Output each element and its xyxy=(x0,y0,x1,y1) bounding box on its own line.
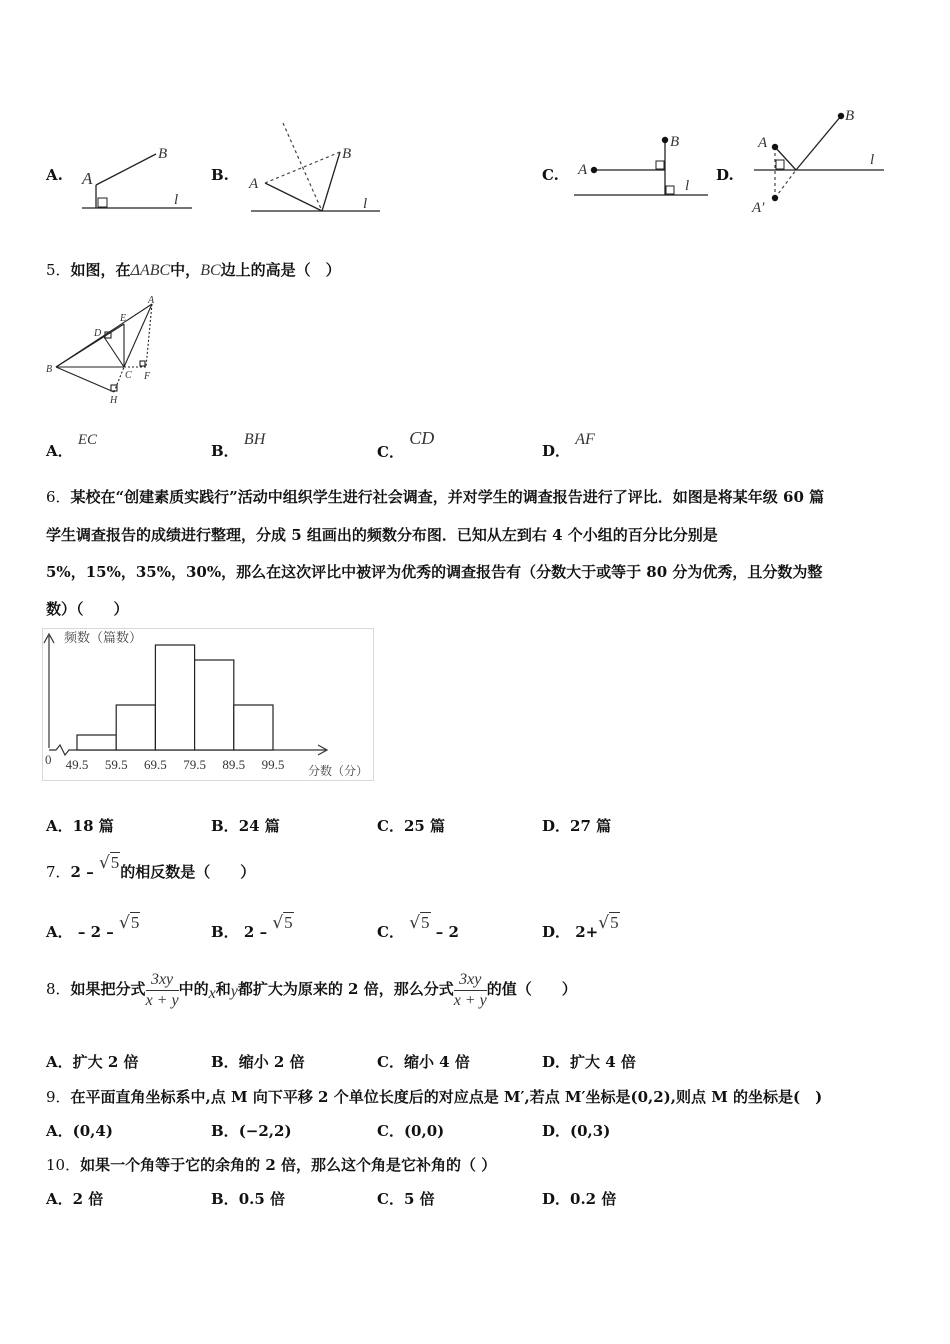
option-value: 0.2 倍 xyxy=(570,1190,617,1208)
q9-stem xyxy=(46,1087,822,1107)
option-value: 2 倍 xyxy=(72,1190,104,1208)
q8-option-c[interactable] xyxy=(377,1052,470,1072)
option-letter: B． xyxy=(211,1122,239,1140)
q5-option-b[interactable] xyxy=(211,431,266,462)
q9-text: 在平面直角坐标系中,点 M 向下平移 2 个单位长度后的对应点是 M′,若点 M′坐标是(0,2),则点 M 的坐标是( ) xyxy=(70,1088,823,1106)
option-letter: D． xyxy=(542,817,571,835)
option-letter: B． xyxy=(211,923,239,941)
q6-option-b[interactable] xyxy=(211,816,280,836)
q10-option-b[interactable] xyxy=(211,1189,285,1209)
question-number: 10． xyxy=(46,1156,81,1174)
q6-stem-line4: 数）（ ） xyxy=(46,600,129,618)
q7-text: 的相反数是（ ） xyxy=(120,863,256,881)
option-value: 18 篇 xyxy=(72,817,114,835)
radicand: 5 xyxy=(110,853,120,872)
line-l-label: l xyxy=(363,196,368,212)
q9-option-c[interactable] xyxy=(377,1121,444,1141)
q7-option-b[interactable] xyxy=(211,913,294,942)
histogram-bar xyxy=(195,660,234,750)
q6-stem-line3: 5%，15%，35%，30%，那么在这次评比中被评为优秀的调查报告有（分数大于或等于 80 分为优秀，且分数为整 xyxy=(46,563,823,581)
q5-option-a[interactable] xyxy=(46,432,98,462)
vertex-a-label: A xyxy=(148,295,155,306)
option-prefix: – 2 – xyxy=(77,923,114,941)
point-a-label: A xyxy=(578,162,588,178)
option-value: 24 篇 xyxy=(238,817,280,835)
q4-option-c-figure xyxy=(572,128,712,206)
question-number: 5． xyxy=(46,261,71,279)
question-number: 6． xyxy=(46,488,71,506)
denominator: x + y xyxy=(145,991,179,1009)
option-value: EC xyxy=(77,432,98,448)
q8-text: 中的 xyxy=(178,980,209,998)
fraction-3xy-over-x-plus-y xyxy=(146,970,179,1011)
option-letter: C． xyxy=(377,817,404,835)
fraction-3xy-over-x-plus-y xyxy=(454,970,487,1011)
option-letter: D． xyxy=(542,1122,571,1140)
y-axis-label: 频数（篇数） xyxy=(64,630,143,645)
sqrt-expression: √5 xyxy=(119,913,140,933)
sqrt-expression: √5 xyxy=(98,853,120,873)
x-tick-label: 69.5 xyxy=(144,757,167,772)
x-tick-label: 49.5 xyxy=(65,757,89,772)
q8-option-a[interactable] xyxy=(46,1052,139,1072)
option-value: 0.5 倍 xyxy=(238,1190,286,1208)
q9-option-b[interactable] xyxy=(211,1121,292,1141)
option-prefix: 2+ xyxy=(575,923,599,941)
histogram-bar xyxy=(77,735,116,750)
option-value: 扩大 2 倍 xyxy=(72,1053,139,1071)
q6-text: 某校在“创建素质实践行”活动中组织学生进行社会调查，并对学生的调查报告进行了评比．如图是将某年级 60 篇 xyxy=(70,488,825,506)
q5-stem xyxy=(46,260,341,281)
q7-option-a[interactable] xyxy=(46,913,140,942)
sqrt-expression: √5 xyxy=(272,913,293,933)
option-letter: B． xyxy=(211,1190,239,1208)
option-value: 25 篇 xyxy=(403,817,446,835)
x-tick-label: 89.5 xyxy=(222,757,246,772)
option-letter: A． xyxy=(46,1053,73,1071)
question-number: 9． xyxy=(46,1088,71,1106)
x-axis-label: 分数（分） xyxy=(308,764,369,778)
x-tick-label: 59.5 xyxy=(104,757,128,772)
option-value: CD xyxy=(409,428,435,448)
point-b-label: B xyxy=(342,146,352,162)
question-number: 7． xyxy=(46,863,71,881)
q5-option-d[interactable] xyxy=(542,431,595,462)
option-letter: B． xyxy=(211,1053,239,1071)
q5-text: 如图，在 xyxy=(70,261,131,279)
option-prefix: 2 – xyxy=(243,923,268,941)
option-letter: D． xyxy=(542,1053,571,1071)
x-tick-label: 99.5 xyxy=(261,757,285,772)
option-letter: C． xyxy=(377,1122,404,1140)
radicand: 5 xyxy=(130,913,140,932)
option-value: 5 倍 xyxy=(403,1190,435,1208)
histogram-bar xyxy=(234,705,273,750)
vertex-b-label: B xyxy=(46,364,53,375)
option-value: BH xyxy=(243,431,266,448)
q6-option-a[interactable] xyxy=(46,816,114,836)
line-l-label: l xyxy=(685,178,690,194)
option-letter: D． xyxy=(542,923,571,941)
q4-option-c-letter: C. xyxy=(542,166,559,184)
x-tick-label: 79.5 xyxy=(183,757,206,772)
q10-option-a[interactable] xyxy=(46,1189,103,1209)
point-d-label: D xyxy=(94,328,102,339)
numerator: 3xy xyxy=(146,970,179,991)
option-value: 27 篇 xyxy=(570,817,612,835)
point-a-label: A xyxy=(758,135,768,151)
variable-y: y xyxy=(230,983,238,1000)
q10-stem xyxy=(46,1155,496,1175)
point-b-label: B xyxy=(670,134,680,150)
option-letter: C． xyxy=(377,923,404,941)
denominator: x + y xyxy=(453,991,487,1009)
triangle-abc: ΔABC xyxy=(130,262,171,279)
q6-option-d[interactable] xyxy=(542,816,611,836)
q6-stem-line2: 学生调查报告的成绩进行整理，分成 5 组画出的频数分布图．已知从左到右 4 个小组的百分比分别是 xyxy=(46,526,718,544)
line-l-label: l xyxy=(174,192,179,208)
point-b-label: B xyxy=(845,108,855,124)
q8-text: 和 xyxy=(215,980,231,998)
q4-option-d-figure xyxy=(748,102,888,217)
option-value: 缩小 4 倍 xyxy=(403,1053,470,1071)
q5-text: 边上的高是（ ） xyxy=(220,261,341,279)
q6-frequency-histogram xyxy=(42,628,375,783)
q5-text: 中， xyxy=(170,261,201,279)
option-value: 扩大 4 倍 xyxy=(570,1053,636,1071)
radicand: 5 xyxy=(610,913,619,932)
q10-option-d[interactable] xyxy=(542,1189,616,1209)
option-value: AF xyxy=(575,431,595,448)
radicand: 5 xyxy=(421,913,430,932)
q8-text: 都扩大为原来的 2 倍，那么分式 xyxy=(237,980,454,998)
q9-option-d[interactable] xyxy=(542,1121,610,1141)
question-number: 8． xyxy=(46,980,71,998)
option-suffix: – 2 xyxy=(435,923,459,941)
q9-option-a[interactable] xyxy=(46,1121,113,1141)
histogram-bar xyxy=(155,645,194,750)
numerator: 3xy xyxy=(454,970,487,991)
option-letter: B． xyxy=(211,442,239,460)
option-value: 缩小 2 倍 xyxy=(238,1053,305,1071)
option-letter: A． xyxy=(46,442,73,460)
vertex-c-label: C xyxy=(125,370,132,381)
variable-x: x xyxy=(208,985,216,1002)
option-letter: A． xyxy=(46,1190,73,1208)
q4-option-b-figure xyxy=(245,118,385,218)
option-value: (0,3) xyxy=(570,1122,611,1140)
q10-option-c[interactable] xyxy=(377,1189,435,1209)
q8-text: 如果把分式 xyxy=(70,980,146,998)
q5-triangle-figure xyxy=(44,292,164,407)
option-letter: A． xyxy=(46,817,73,835)
option-letter: C． xyxy=(377,443,404,461)
point-a-label: A xyxy=(249,176,259,192)
option-value: (0,0) xyxy=(403,1122,445,1140)
q8-option-d[interactable] xyxy=(542,1052,636,1072)
option-value: (0,4) xyxy=(72,1122,113,1140)
line-l-label: l xyxy=(870,152,875,168)
point-b-label: B xyxy=(158,146,168,162)
sqrt-expression: √5 xyxy=(598,913,619,933)
q6-stem-line1 xyxy=(46,487,824,507)
q4-option-b-letter: B. xyxy=(211,166,229,184)
q4-option-d-letter: D. xyxy=(716,166,734,184)
point-a-label: A xyxy=(82,169,93,188)
option-letter: B． xyxy=(211,817,239,835)
option-letter: D． xyxy=(542,442,571,460)
option-letter: A． xyxy=(46,923,73,941)
q7-option-c[interactable] xyxy=(377,913,459,942)
point-e-label: E xyxy=(120,313,127,324)
option-letter: D． xyxy=(542,1190,571,1208)
q6-option-c[interactable] xyxy=(377,816,445,836)
q5-option-c[interactable] xyxy=(377,428,435,462)
q7-expression: 2 – xyxy=(70,863,94,881)
option-letter: A． xyxy=(46,1122,73,1140)
q4-option-a-letter: A. xyxy=(46,166,63,184)
side-bc: BC xyxy=(200,262,221,279)
option-letter: C． xyxy=(377,1053,404,1071)
q8-text: 的值（ ） xyxy=(486,980,577,998)
q7-stem xyxy=(46,853,256,882)
option-value: (−2,2) xyxy=(238,1122,292,1140)
radicand: 5 xyxy=(284,913,293,932)
q8-option-b[interactable] xyxy=(211,1052,305,1072)
q7-option-d[interactable] xyxy=(542,913,620,942)
q10-text: 如果一个角等于它的余角的 2 倍，那么这个角是它补角的（ ） xyxy=(80,1156,497,1174)
q8-stem xyxy=(46,966,577,1013)
sqrt-expression: √5 xyxy=(409,913,430,933)
point-h-label: H xyxy=(110,395,118,406)
point-f-label: F xyxy=(144,371,151,382)
point-a-prime-label: A′ xyxy=(752,200,765,216)
q4-option-a-figure xyxy=(76,140,196,215)
histogram-bar xyxy=(116,705,155,750)
origin-label: 0 xyxy=(45,752,52,767)
option-letter: C． xyxy=(377,1190,404,1208)
